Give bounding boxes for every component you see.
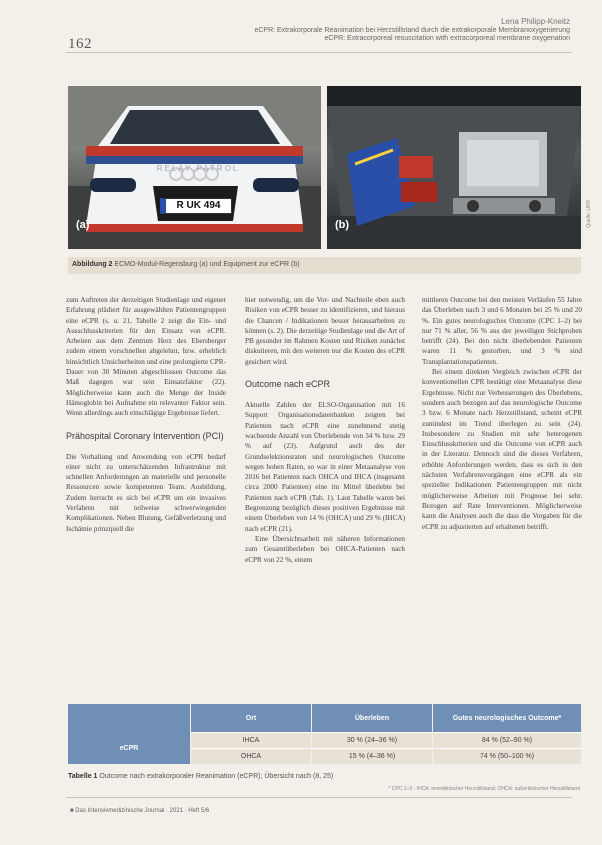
header-divider	[66, 52, 572, 53]
figure-photo-equipment	[327, 86, 581, 249]
section-heading-pci: Prähospital Coronary Intervention (PCI)	[66, 430, 224, 441]
table-corner	[68, 704, 190, 732]
figure-caption	[72, 261, 300, 268]
paragraph: Eine Übersichtsarbeit mit näheren Informationen zum Gesamtüberleben bei OHCA-Patienten nach eCPR von 22 %, einem	[245, 534, 405, 564]
paragraph: Bei einem direkten Vergleich zwischen eCPR der konventionellen CPR bestätigt eine Metaanalyse diese Ergebnisse. Nicht nur Verbesserungen des Überlebens, sondern auch bezogen auf das neurologische Outcome 3 bzw. 6 Monate nach Herzstillstand, scheint eCPR zumindest im Trend überlegen zu sein (24). Insbesondere zu Studien mit sehr heterogenen Einschlusskriterien und die Outcome von eCPR auch in der Literatur. Dennoch sind die dieses Verfahren, erhöhte Anforderungen werden, dass es sich in den nächsten Verfahrensvorgängen eine eCPR als ein spezieller Indikationen Patientengruppen mit nicht möglicherweise Arbeiten mit Prognose bei sehr. Bezogen auf Rate Interventionen. Möglicherweise kann die Analysen auch die dass die Vorgaben für die eCPR zu adjustierten auf erhaltenen betrifft.	[422, 368, 582, 531]
running-head	[210, 18, 570, 44]
table-caption-text: Outcome nach extrakorporaler Reanimation (eCPR); Übersicht nach (8, 25)	[99, 773, 334, 780]
table-cell: 30 % (24–36 %)	[312, 732, 432, 748]
paragraph: zum Auftreten der derzeitigen Studienlage und eigener Erfahrung plädiert für ausgewählten Patientengruppen eine eCPR (s. u. 21, Tabelle 2 zeigt die Ein- und Ausschlusskriterien für den Einsatz von eCPR. Arbeiten aus dem Zentrum Herz des Ebersberger zudem einem vorschnellen abgelehnt, bzw. erheblich hinsichtlich Unsicherheiten und eine prolongierte CPR-Dauer von 30 Minuten abgeschlossen Outcome das Maß dagegen war sein Einsatzfaktor (22). Möglicherweise kann auch die Menge der Inside Hämoglobin bei Aufnahme ein relevanter Faktor sein. Wenn allerdings auch einschlägige Ergebnisse liefert.	[66, 296, 226, 418]
running-head-title-de: eCPR: Extrakorporale Reanimation bei Herzstillstand durch die extrakorporale Membranoxygenierung	[254, 26, 570, 34]
photo-credit: Quelle: UKR	[586, 200, 592, 228]
table-cell: OHCA	[191, 748, 311, 764]
table-header-neuro-outcome: Gutes neurologisches Outcome*	[433, 704, 581, 732]
table-cell: IHCA	[191, 732, 311, 748]
table-caption	[68, 773, 333, 780]
table-header-ueberleben: Überleben	[312, 704, 432, 732]
figure-caption-label: Abbildung 2	[72, 261, 113, 268]
page-number: 162	[68, 36, 92, 52]
equipment-illustration	[327, 86, 581, 249]
table-row-header: eCPR	[68, 732, 190, 764]
running-head-title-en: eCPR: Extracorporeal resuscitation with extracorporeal membrane oxygenation	[324, 35, 570, 42]
paragraph: Die Vorhaltung und Anwendung von eCPR bedarf einer nicht zu unterschätzenden Infrastruktur mit schnellen Anforderungen an materielle und personelle Ressourcen sowie kompetenten Team. Ausbildung, Zudem herrscht es sich bei eCPR um ein invasives Verfahren mit teilweise schwerwiegenden Komplikationen. Neben Blutung, Gefäßverletzung und Ischämie prinzipiell die	[66, 452, 226, 533]
text-column-1	[66, 295, 226, 534]
running-head-author: Lena Philipp-Kneitz	[501, 17, 570, 26]
paragraph: mittleren Outcome bei den meisten Verläufen 55 Jahre das Überleben nach 3 und 6 Monaten bei 25 % und 20 %. Ein gutes neurologisches Outcome (CPC 1–2) bei nur 71 % aller, 56 % aus der jeweiligen Stichproben betrifft (24). Bei den nicht überlebenden Patienten waren 11 % gestorben, und 3 % sind Transplantationspatienten.	[422, 296, 582, 366]
table-cell: 74 % (50–100 %)	[433, 748, 581, 764]
page-footer: ■ Das Intensivmedizinische Journal · 2021 · Heft 5/6	[70, 808, 210, 814]
text-column-2	[245, 295, 405, 565]
table-cell: 84 % (52–90 %)	[433, 732, 581, 748]
car-sign: RELAY PATROL	[156, 164, 240, 173]
panel-a-label: (a)	[76, 219, 90, 231]
text-column-3	[422, 295, 582, 532]
table-caption-label: Tabelle 1	[68, 773, 98, 780]
section-heading-outcome: Outcome nach eCPR	[245, 379, 331, 390]
license-plate: R UK 494	[160, 198, 232, 214]
table-cell: 15 % (4–36 %)	[312, 748, 432, 764]
footer-divider	[66, 797, 572, 798]
table-header-ort: Ort	[191, 704, 311, 732]
table-footnote: * CPC 1–2 · IHCA: innerklinischer Herzstillstand; OHCA: außerklinischer Herzstillstand	[388, 786, 580, 792]
paragraph: hier notwendig, um die Vor- und Nachteile eben auch Risiken von eCPR besser zu identifizieren, und hieraus die Chancen / Indikationen besser herausarbeiten zu können (s. 2). Die derzeitige Studienlage und die Art of PB gesunder im Rahmen Kosten und Risiken zunächst diskutieren, mit den weiteren nur die Kosten des eCPR gesichert wird.	[245, 296, 405, 366]
figure-caption-text: ECMO-Modul-Regensburg (a) und Equipment zur eCPR (b)	[114, 261, 300, 268]
panel-b-label: (b)	[335, 219, 350, 231]
paragraph: Aktuelle Zahlen der ELSO-Organisation mit 16 Support Organisationsdatenbanken zeigten bei Patienten nach eCPR eine zunehmend stetig wachsende Anzahl von Überlebende von 34 % bzw. 29 % auf (23). Aufgrund auch des der Grundselektionsraten und neurologischen Outcome wegen hohen Raten, so war in einer Metaanalyse von 2016 bei Patienten nach OHCA und IHCA (insgesamt circa 2000 Patienten) eine im Mittel überlebte bei Patienten nach eCPR (Tab. 1). Laut Tabelle waren bei Begrenzung bezüglich dieses positiven Ergebnisse mit einem Überleben von 14 % (OHCA) und 29 % (IHCA) nach eCPR (21).	[245, 401, 405, 533]
figure-photo-car	[68, 86, 321, 249]
